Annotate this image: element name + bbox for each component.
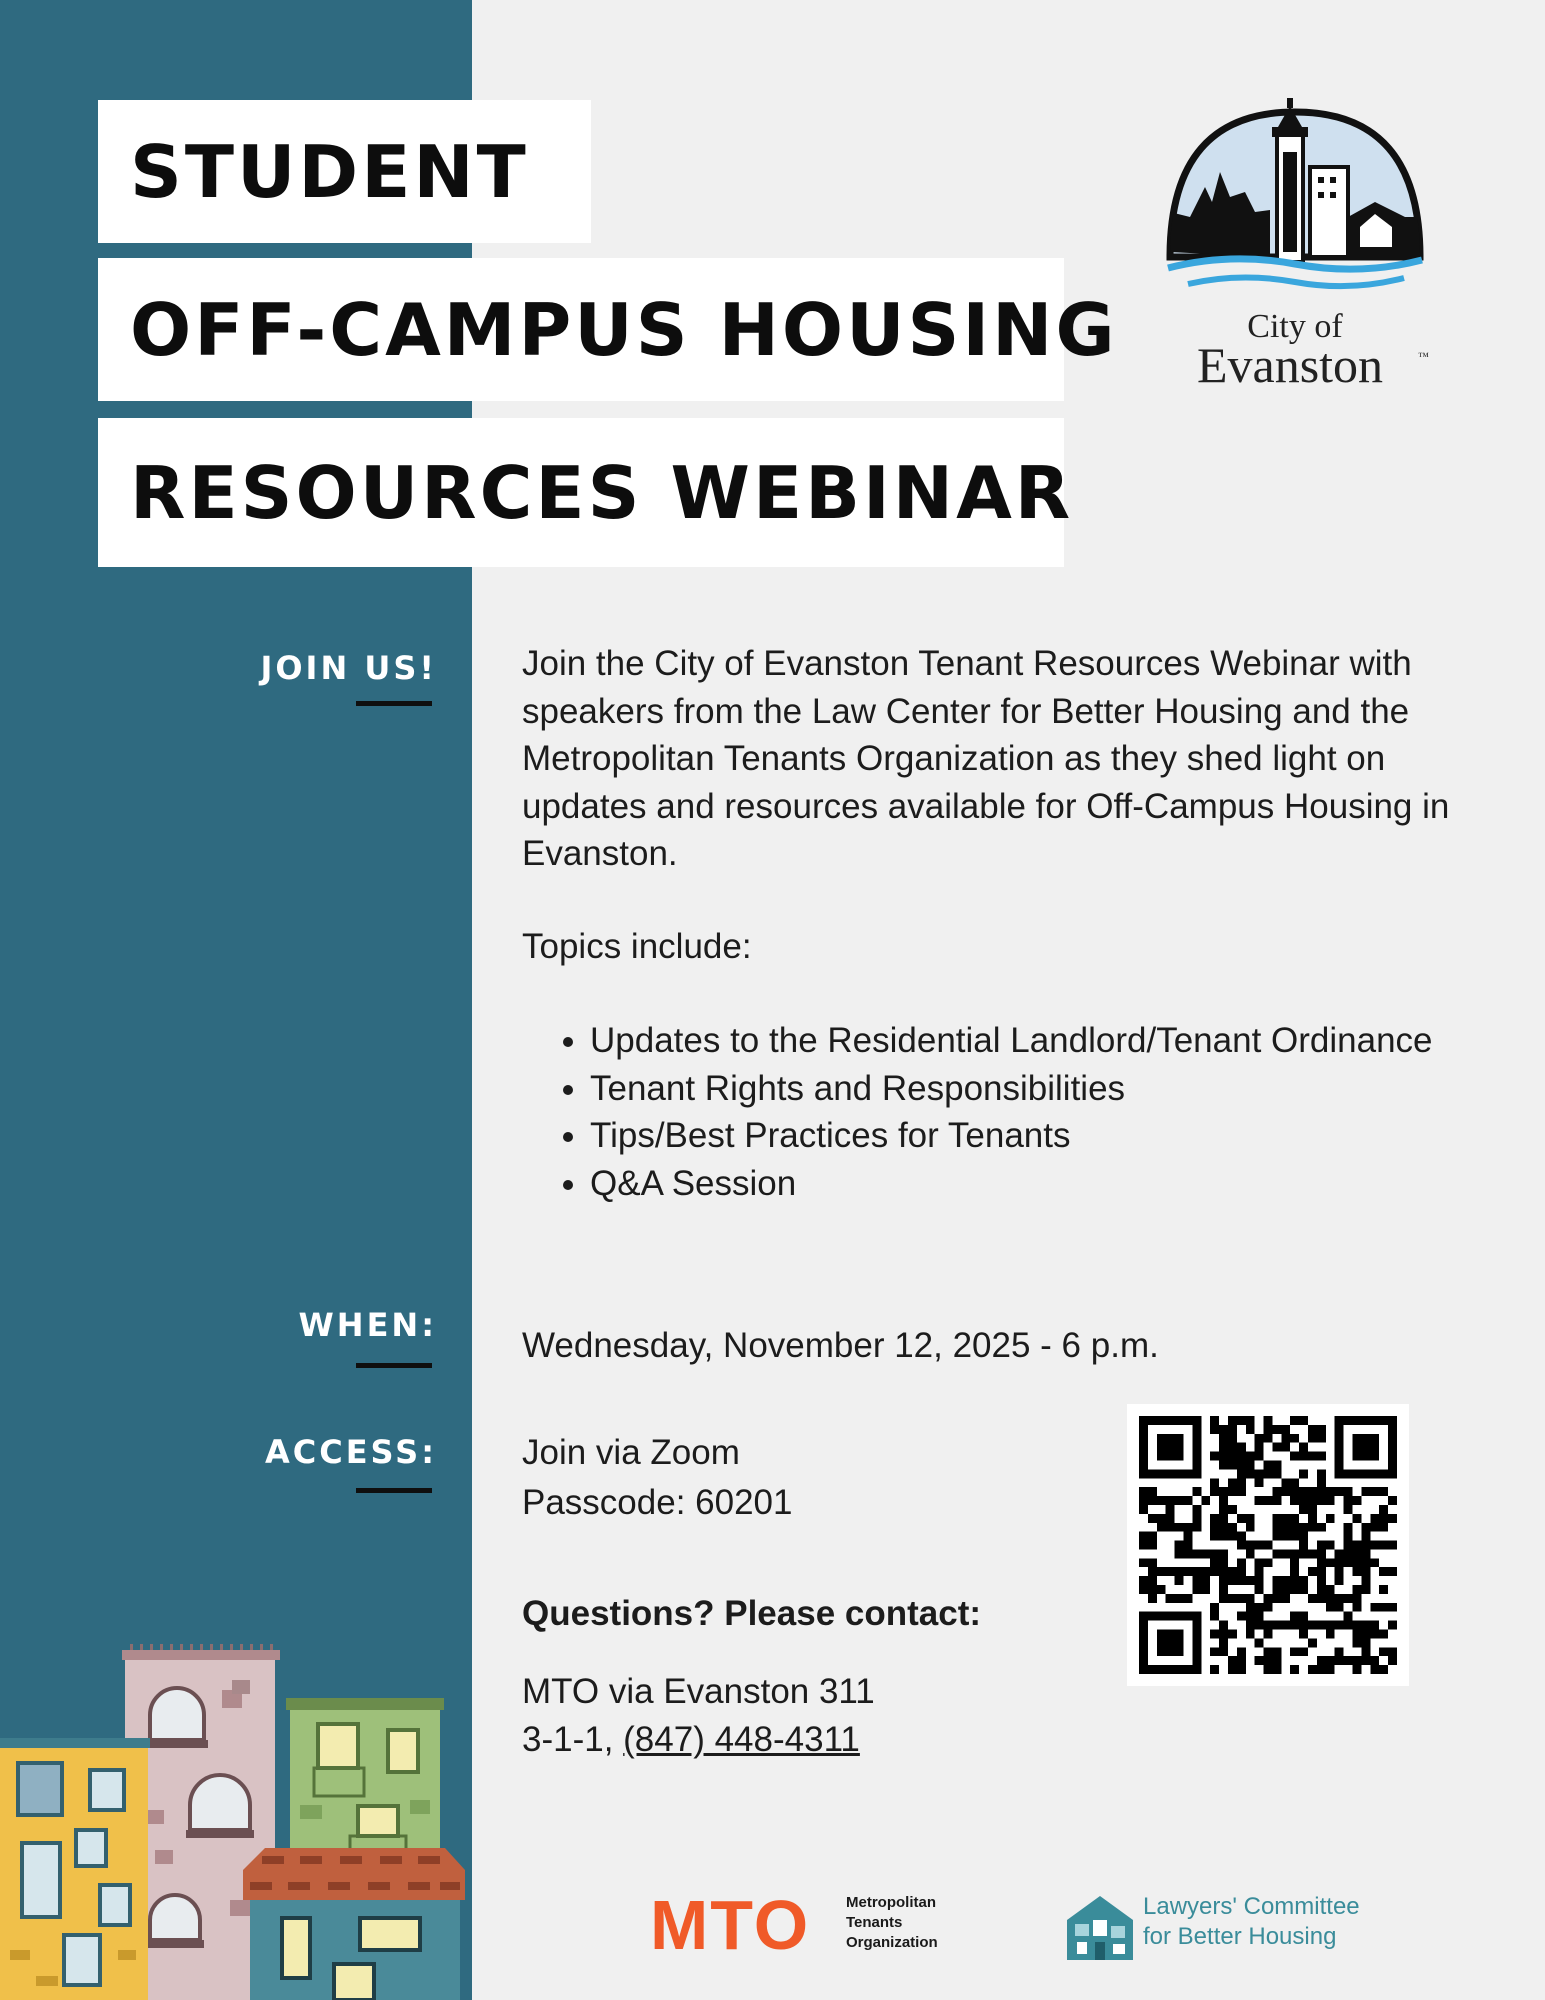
lcbh-name [1143, 1892, 1360, 1952]
contact-info [522, 1668, 875, 1764]
lcbh-name-line-1: Lawyers' Committee [1143, 1893, 1360, 1920]
access-info [522, 1428, 792, 1528]
join-us-label: JOIN US! [260, 649, 437, 687]
when-rule [356, 1363, 432, 1368]
topic-item: • Q&A Session [590, 1160, 1490, 1208]
title-text-1: STUDENT [130, 129, 529, 214]
qr-code-pattern [1139, 1416, 1397, 1674]
title-line-1 [98, 100, 591, 243]
topic-item: • Updates to the Residential Landlord/Tenant Ordinance [590, 1017, 1490, 1065]
access-label: ACCESS: [264, 1433, 437, 1471]
lcbh-house-icon [1063, 1890, 1137, 1964]
title-text-2: OFF-CAMPUS HOUSING [130, 287, 1118, 372]
mto-full-name [846, 1893, 938, 1953]
logo-city-name-text: Evanston [1196, 337, 1384, 392]
topic-item: • Tips/Best Practices for Tenants [590, 1112, 1490, 1160]
intro-paragraph: Join the City of Evanston Tenant Resources Webinar with speakers from the Law Center for Better Housing and the Metropolitan Tenants Organization as they shed light on updates and resources available for Off-Campus Housing in Evanston. [522, 644, 1450, 873]
topics-heading: Topics include: [522, 927, 752, 966]
questions-heading: Questions? Please contact: [522, 1594, 982, 1633]
contact-line-2 [522, 1716, 875, 1764]
join-us-rule [356, 701, 432, 706]
title-line-3 [98, 418, 1074, 567]
logo-trademark: ™ [1418, 351, 1429, 363]
event-date-time: Wednesday, November 12, 2025 - 6 p.m. [522, 1326, 1159, 1365]
houses-illustration [0, 1630, 472, 2000]
when-label: WHEN: [298, 1306, 437, 1344]
mto-name-line-3: Organization [846, 1934, 938, 1951]
title-line-2 [98, 258, 1118, 401]
mto-acronym: MTO [650, 1886, 811, 1964]
contact-prefix: 3-1-1, [522, 1720, 624, 1759]
topics-list [522, 1017, 1490, 1207]
mto-logo [650, 1885, 970, 1965]
access-rule [356, 1488, 432, 1493]
contact-line-1: MTO via Evanston 311 [522, 1672, 875, 1711]
logo-city-of-text: City of [1247, 308, 1343, 345]
passcode-text: Passcode: 60201 [522, 1483, 793, 1522]
mto-name-line-1: Metropolitan [846, 1894, 936, 1911]
lcbh-logo [1063, 1890, 1393, 1965]
city-of-evanston-logo [1160, 92, 1430, 392]
topic-item: • Tenant Rights and Responsibilities [590, 1065, 1490, 1113]
title-text-3: RESOURCES WEBINAR [130, 450, 1074, 535]
lcbh-name-line-2: for Better Housing [1143, 1923, 1337, 1950]
mto-name-line-2: Tenants [846, 1914, 903, 1931]
phone-link[interactable]: (847) 448-4311 [623, 1720, 860, 1759]
zoom-qr-code[interactable] [1127, 1404, 1409, 1686]
zoom-join-text: Join via Zoom [522, 1433, 740, 1472]
